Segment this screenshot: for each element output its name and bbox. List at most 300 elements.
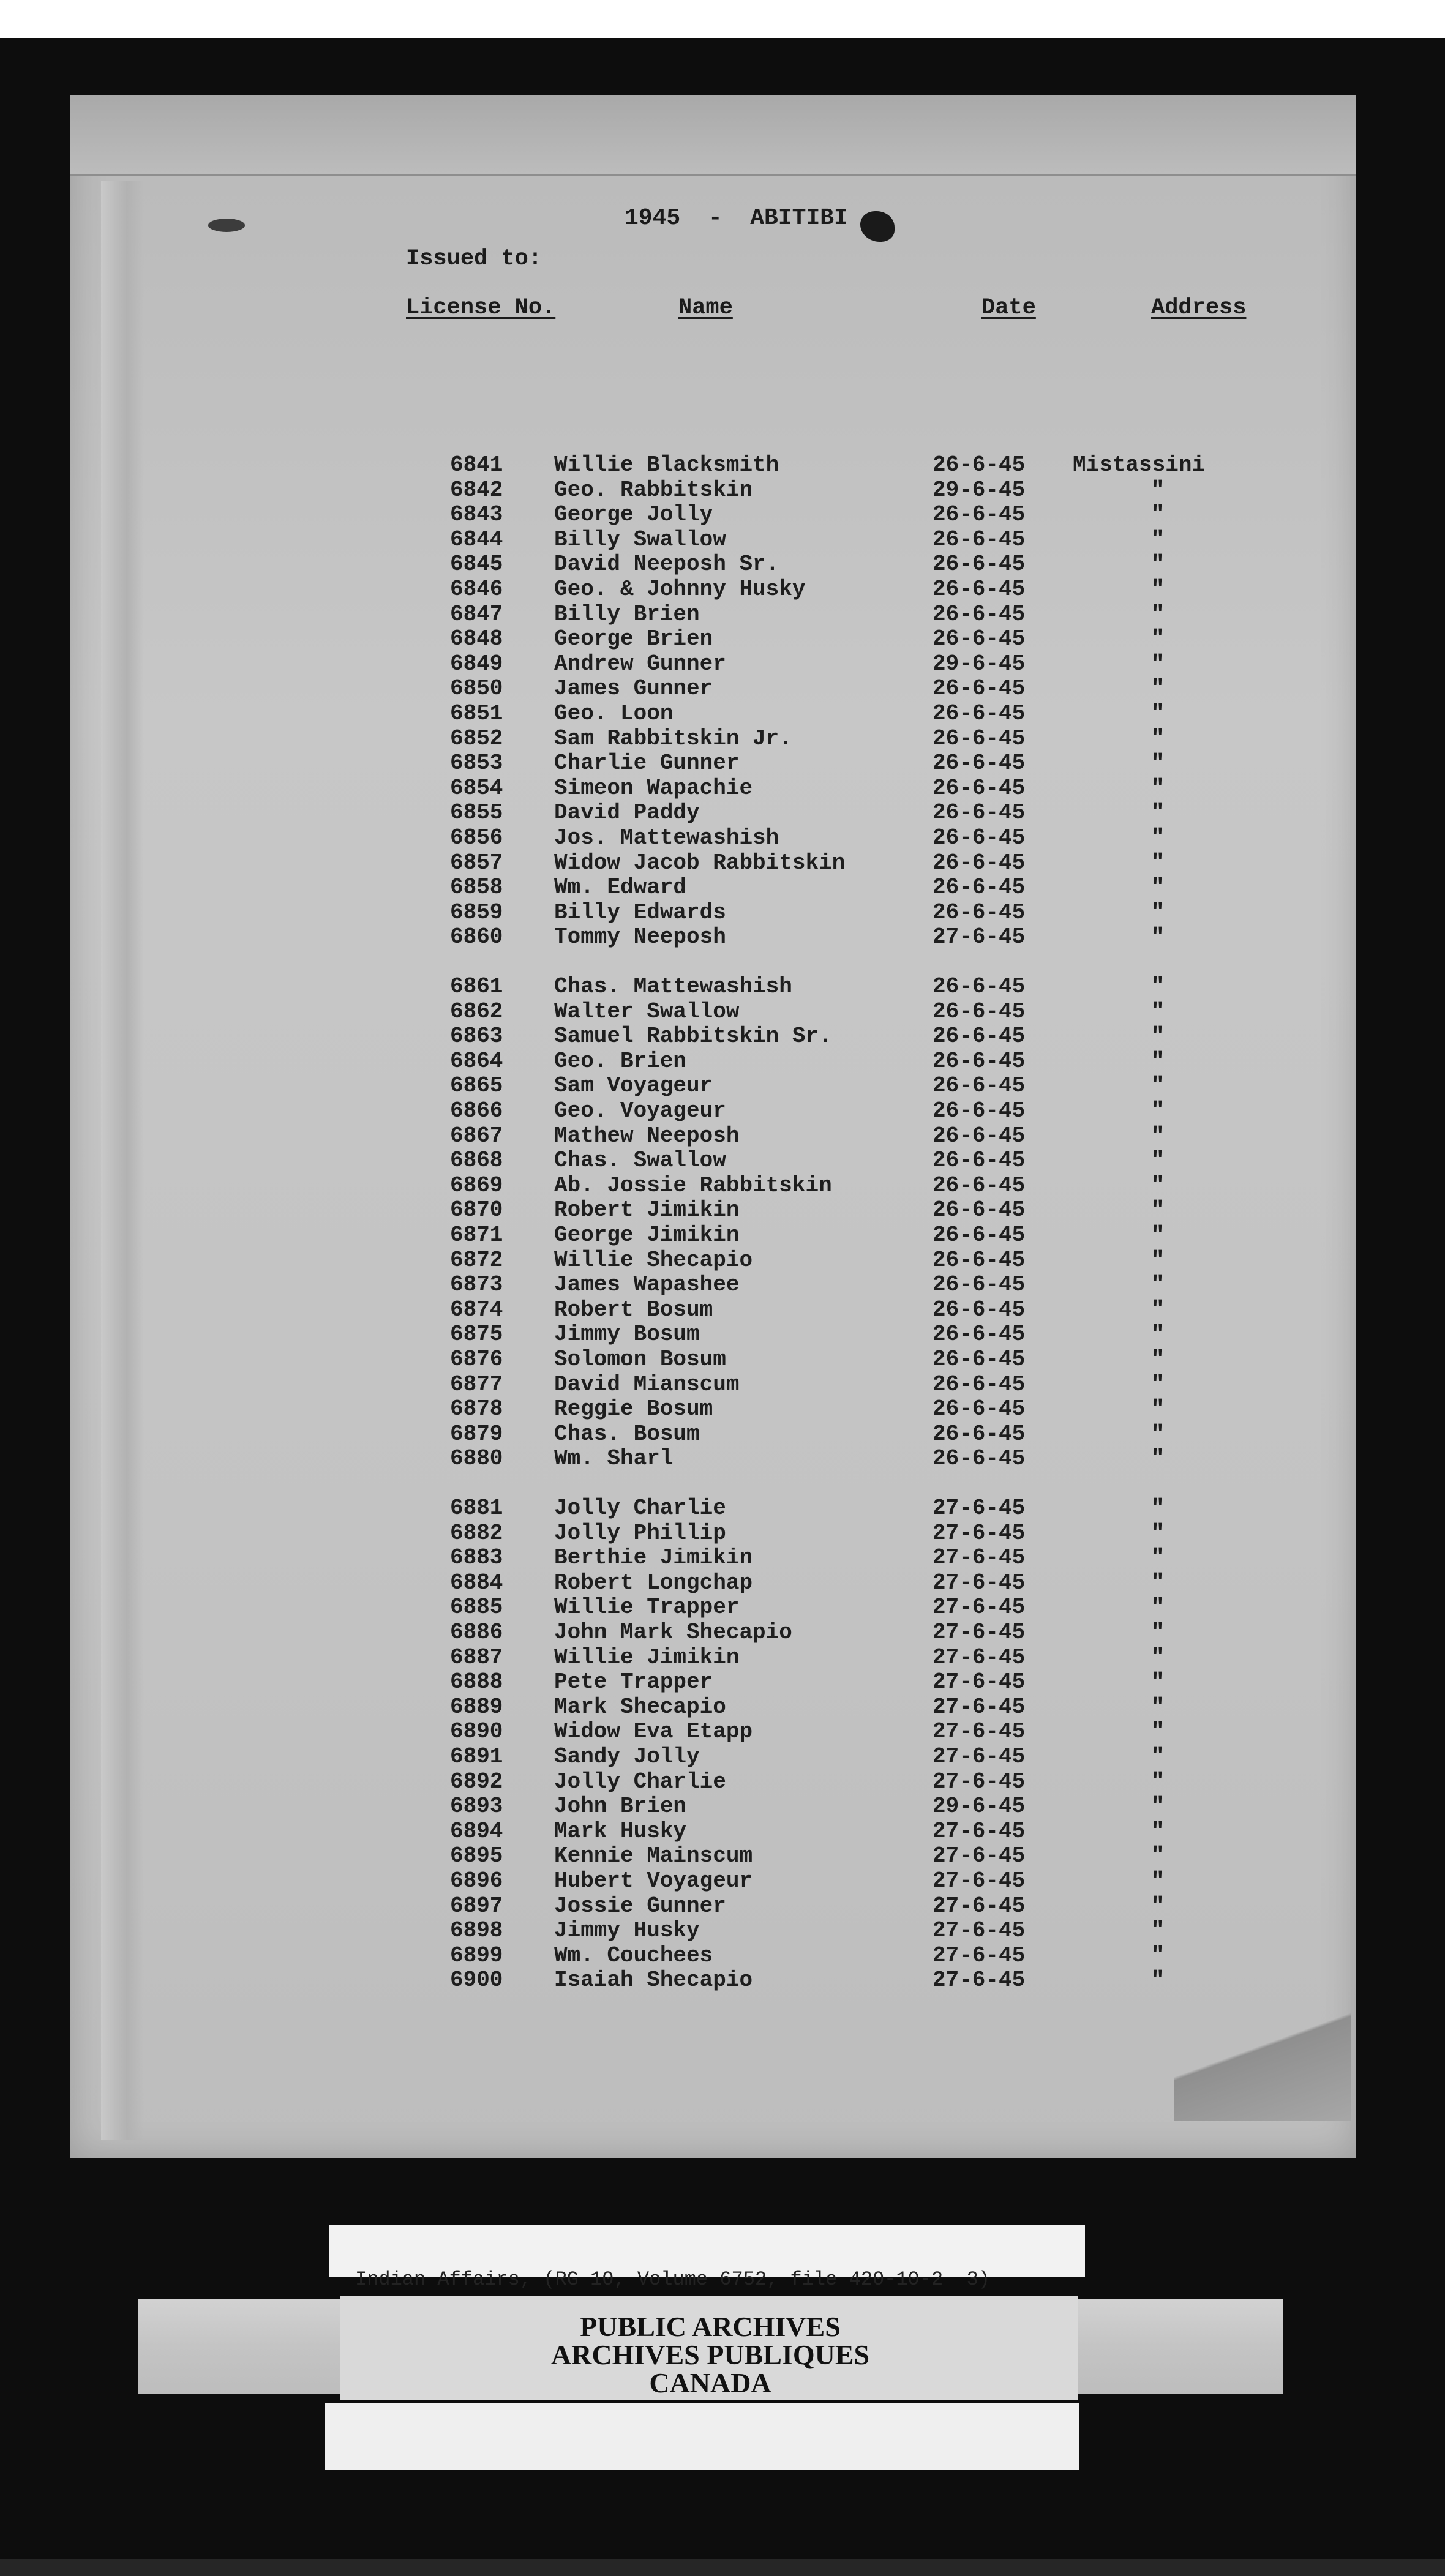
table-row	[0, 702, 1445, 726]
license-number: 6854	[450, 775, 503, 801]
table-row	[0, 1447, 1445, 1471]
license-number: 6855	[450, 800, 503, 826]
table-row	[0, 1099, 1445, 1123]
license-number: 6857	[450, 850, 503, 875]
licensee-name: Robert Longchap	[554, 1570, 753, 1595]
issue-date: 26-6-45	[933, 1073, 1026, 1099]
issue-date: 26-6-45	[933, 701, 1026, 726]
table-row	[0, 1148, 1445, 1173]
issued-to-label: Issued to:	[406, 246, 542, 272]
issue-date: 26-6-45	[933, 1272, 1026, 1298]
license-number: 6875	[450, 1322, 503, 1347]
issue-date: 27-6-45	[933, 1496, 1026, 1521]
address: "	[1151, 1843, 1165, 1869]
table-row	[0, 1223, 1445, 1248]
licensee-name: George Jolly	[554, 502, 713, 528]
licensee-name: David Paddy	[554, 800, 700, 826]
address: "	[1151, 1048, 1165, 1074]
licensee-name: Willie Trapper	[554, 1595, 740, 1620]
license-number: 6893	[450, 1794, 503, 1819]
address: "	[1151, 1123, 1165, 1148]
licensee-name: Billy Edwards	[554, 899, 726, 925]
licensee-name: Mark Shecapio	[554, 1694, 726, 1720]
license-number: 6846	[450, 577, 503, 602]
licensee-name: John Brien	[554, 1794, 687, 1819]
issue-date: 26-6-45	[933, 601, 1026, 627]
address: "	[1151, 1520, 1165, 1546]
license-number: 6887	[450, 1644, 503, 1670]
table-row	[0, 900, 1445, 925]
license-number: 6877	[450, 1371, 503, 1397]
licensee-name: Sam Rabbitskin Jr.	[554, 725, 792, 751]
table-row	[0, 528, 1445, 552]
license-number: 6885	[450, 1595, 503, 1620]
table-row	[0, 875, 1445, 900]
licensee-name: Wm. Couchees	[554, 1942, 713, 1968]
issue-date: 26-6-45	[933, 725, 1026, 751]
issue-date: 27-6-45	[933, 1968, 1026, 1993]
license-number: 6890	[450, 1719, 503, 1745]
address: "	[1151, 1098, 1165, 1123]
issue-date: 26-6-45	[933, 1172, 1026, 1198]
licensee-name: Jolly Charlie	[554, 1769, 726, 1794]
licensee-name: Charlie Gunner	[554, 751, 740, 776]
address: "	[1151, 1496, 1165, 1521]
issue-date: 26-6-45	[933, 751, 1026, 776]
license-number: 6862	[450, 998, 503, 1024]
table-row	[0, 453, 1445, 477]
license-number: 6844	[450, 526, 503, 552]
table-row	[0, 652, 1445, 676]
issue-date: 26-6-45	[933, 1024, 1026, 1049]
table-row	[0, 776, 1445, 801]
address: "	[1151, 1073, 1165, 1099]
address: "	[1151, 775, 1165, 801]
address: "	[1151, 601, 1165, 627]
table-row	[0, 1894, 1445, 1919]
address: "	[1151, 850, 1165, 875]
licensee-name: Isaiah Shecapio	[554, 1968, 753, 1993]
license-number: 6870	[450, 1197, 503, 1223]
address: "	[1151, 1868, 1165, 1893]
licensee-name: Mark Husky	[554, 1818, 687, 1844]
table-row	[0, 602, 1445, 627]
licensee-name: Geo. Loon	[554, 701, 674, 726]
licensee-name: Simeon Wapachie	[554, 775, 753, 801]
license-number: 6892	[450, 1769, 503, 1794]
address: "	[1151, 1172, 1165, 1198]
issue-date: 26-6-45	[933, 552, 1026, 577]
address: "	[1151, 875, 1165, 900]
license-number: 6841	[450, 452, 503, 477]
licensee-name: Widow Jacob Rabbitskin	[554, 850, 846, 875]
issue-date: 27-6-45	[933, 1868, 1026, 1893]
table-row	[0, 975, 1445, 999]
licensee-name: Chas. Swallow	[554, 1148, 726, 1174]
table-row	[0, 1049, 1445, 1074]
address: "	[1151, 974, 1165, 999]
license-number: 6878	[450, 1396, 503, 1422]
licensee-name: Willie Shecapio	[554, 1247, 753, 1273]
licensee-name: Chas. Bosum	[554, 1421, 700, 1447]
table-row	[0, 1571, 1445, 1595]
issue-date: 26-6-45	[933, 626, 1026, 652]
issue-date: 26-6-45	[933, 1322, 1026, 1347]
table-row	[0, 1770, 1445, 1794]
address: "	[1151, 899, 1165, 925]
issue-date: 26-6-45	[933, 1222, 1026, 1248]
issue-date: 27-6-45	[933, 1669, 1026, 1695]
license-number: 6894	[450, 1818, 503, 1844]
page-corner	[1174, 2005, 1351, 2121]
address: "	[1151, 1148, 1165, 1174]
license-number: 6849	[450, 651, 503, 676]
address: "	[1151, 1694, 1165, 1720]
licensee-name: Willie Jimikin	[554, 1644, 740, 1670]
issue-date: 26-6-45	[933, 1098, 1026, 1123]
table-row	[0, 1298, 1445, 1322]
licensee-name: Andrew Gunner	[554, 651, 726, 676]
table-row	[0, 851, 1445, 875]
address: "	[1151, 1396, 1165, 1422]
licensee-name: Geo. Rabbitskin	[554, 477, 753, 503]
address: "	[1151, 1545, 1165, 1571]
licensee-name: Robert Bosum	[554, 1297, 713, 1322]
table-row	[0, 1695, 1445, 1720]
license-number: 6896	[450, 1868, 503, 1893]
table-row	[0, 1620, 1445, 1645]
license-number: 6884	[450, 1570, 503, 1595]
archive-label-line2: ARCHIVES PUBLIQUES	[550, 2339, 870, 2370]
table-row	[0, 1794, 1445, 1819]
address: "	[1151, 1446, 1165, 1472]
licensee-name: Billy Brien	[554, 601, 700, 627]
address: "	[1151, 1421, 1165, 1447]
table-row	[0, 1174, 1445, 1198]
address: "	[1151, 701, 1165, 726]
licensee-name: James Wapashee	[554, 1272, 740, 1298]
page-fold	[70, 95, 1356, 176]
table-row	[0, 1720, 1445, 1744]
license-number: 6856	[450, 825, 503, 850]
issue-date: 26-6-45	[933, 502, 1026, 528]
license-number: 6889	[450, 1694, 503, 1720]
issue-date: 27-6-45	[933, 1769, 1026, 1794]
table-row	[0, 1074, 1445, 1098]
table-row	[0, 1422, 1445, 1447]
issue-date: 26-6-45	[933, 577, 1026, 602]
license-number: 6881	[450, 1496, 503, 1521]
table-row	[0, 1919, 1445, 1943]
table-row	[0, 1024, 1445, 1049]
address: "	[1151, 800, 1165, 826]
table-row	[0, 1869, 1445, 1893]
table-row	[0, 1595, 1445, 1620]
film-edge	[0, 2559, 1445, 2576]
address: "	[1151, 1620, 1165, 1645]
issue-date: 27-6-45	[933, 1942, 1026, 1968]
address: "	[1151, 725, 1165, 751]
table-row	[0, 751, 1445, 776]
license-number: 6897	[450, 1893, 503, 1919]
licensee-name: John Mark Shecapio	[554, 1620, 792, 1645]
issue-date: 26-6-45	[933, 1048, 1026, 1074]
table-row	[0, 1944, 1445, 1968]
licensee-name: Kennie Mainscum	[554, 1843, 753, 1869]
table-row	[0, 1670, 1445, 1694]
issue-date: 26-6-45	[933, 1421, 1026, 1447]
issue-date: 27-6-45	[933, 1595, 1026, 1620]
address: "	[1151, 477, 1165, 503]
license-number: 6876	[450, 1347, 503, 1372]
license-number: 6898	[450, 1918, 503, 1944]
header-date: Date	[981, 295, 1036, 321]
address: "	[1151, 1347, 1165, 1372]
licensee-name: Samuel Rabbitskin Sr.	[554, 1024, 832, 1049]
license-number: 6886	[450, 1620, 503, 1645]
address: "	[1151, 1818, 1165, 1844]
address: "	[1151, 1247, 1165, 1273]
issue-date: 26-6-45	[933, 1396, 1026, 1422]
address: "	[1151, 1968, 1165, 1993]
address: "	[1151, 1942, 1165, 1968]
address: "	[1151, 751, 1165, 776]
header-license: License No.	[406, 295, 556, 321]
license-number: 6851	[450, 701, 503, 726]
license-number: 6900	[450, 1968, 503, 1993]
licensee-name: Jimmy Husky	[554, 1918, 700, 1944]
issue-date: 26-6-45	[933, 676, 1026, 702]
licensee-name: Geo. Brien	[554, 1048, 687, 1074]
licensee-name: Hubert Voyageur	[554, 1868, 753, 1893]
licensee-name: Jolly Charlie	[554, 1496, 726, 1521]
address: "	[1151, 1918, 1165, 1944]
address: "	[1151, 1570, 1165, 1595]
address: Mistassini	[1073, 452, 1206, 477]
licensee-name: Jos. Mattewashish	[554, 825, 779, 850]
address: "	[1151, 1669, 1165, 1695]
issue-date: 29-6-45	[933, 477, 1026, 503]
licensee-name: George Brien	[554, 626, 713, 652]
issue-date: 26-6-45	[933, 875, 1026, 900]
issue-date: 26-6-45	[933, 850, 1026, 875]
license-number: 6842	[450, 477, 503, 503]
licensee-name: Widow Eva Etapp	[554, 1719, 753, 1745]
address: "	[1151, 577, 1165, 602]
license-number: 6852	[450, 725, 503, 751]
licensee-name: Mathew Neeposh	[554, 1123, 740, 1148]
licensee-name: Tommy Neeposh	[554, 924, 726, 950]
address: "	[1151, 1322, 1165, 1347]
license-number: 6867	[450, 1123, 503, 1148]
table-row	[0, 1496, 1445, 1521]
licensee-name: David Neeposh Sr.	[554, 552, 779, 577]
license-number: 6853	[450, 751, 503, 776]
licensee-name: Reggie Bosum	[554, 1396, 713, 1422]
address: "	[1151, 1644, 1165, 1670]
table-row	[0, 1745, 1445, 1769]
address: "	[1151, 1769, 1165, 1794]
licensee-name: Ab. Jossie Rabbitskin	[554, 1172, 832, 1198]
ink-blot	[860, 211, 895, 242]
table-row	[0, 478, 1445, 503]
address: "	[1151, 825, 1165, 850]
issue-date: 29-6-45	[933, 1794, 1026, 1819]
issue-date: 26-6-45	[933, 1446, 1026, 1472]
table-row	[0, 1322, 1445, 1347]
header-address: Address	[1151, 295, 1247, 321]
licensee-name: Wm. Sharl	[554, 1446, 674, 1472]
archive-label-line3: CANADA	[649, 2367, 771, 2398]
issue-date: 26-6-45	[933, 899, 1026, 925]
issue-date: 26-6-45	[933, 452, 1026, 477]
license-number: 6864	[450, 1048, 503, 1074]
address: "	[1151, 924, 1165, 950]
archive-label-line1: PUBLIC ARCHIVES	[580, 2311, 841, 2342]
licensee-name: Geo. Voyageur	[554, 1098, 726, 1123]
license-number: 6858	[450, 875, 503, 900]
ink-smudge	[208, 219, 245, 232]
table-row	[0, 1198, 1445, 1222]
issue-date: 27-6-45	[933, 1918, 1026, 1944]
license-number: 6883	[450, 1545, 503, 1571]
table-row	[0, 1000, 1445, 1024]
licensee-name: Geo. & Johnny Husky	[554, 577, 806, 602]
address: "	[1151, 1595, 1165, 1620]
licensee-name: Willie Blacksmith	[554, 452, 779, 477]
issue-date: 26-6-45	[933, 775, 1026, 801]
table-row	[0, 1521, 1445, 1546]
license-number: 6899	[450, 1942, 503, 1968]
licensee-name: Sam Voyageur	[554, 1073, 713, 1099]
address: "	[1151, 1371, 1165, 1397]
address: "	[1151, 1024, 1165, 1049]
address: "	[1151, 651, 1165, 676]
license-number: 6895	[450, 1843, 503, 1869]
table-row	[0, 577, 1445, 602]
licensee-name: Jolly Phillip	[554, 1520, 726, 1546]
issue-date: 26-6-45	[933, 1371, 1026, 1397]
license-number: 6873	[450, 1272, 503, 1298]
licensee-name: Sandy Jolly	[554, 1744, 700, 1769]
issue-date: 27-6-45	[933, 1570, 1026, 1595]
issue-date: 26-6-45	[933, 998, 1026, 1024]
table-row	[0, 727, 1445, 751]
license-number: 6847	[450, 601, 503, 627]
address: "	[1151, 502, 1165, 528]
lower-slip	[325, 2403, 1079, 2470]
license-number: 6861	[450, 974, 503, 999]
license-number: 6869	[450, 1172, 503, 1198]
issue-date: 26-6-45	[933, 825, 1026, 850]
license-number: 6848	[450, 626, 503, 652]
table-row	[0, 1248, 1445, 1273]
address: "	[1151, 1197, 1165, 1223]
table-row	[0, 1646, 1445, 1670]
issue-date: 27-6-45	[933, 924, 1026, 950]
license-number: 6865	[450, 1073, 503, 1099]
table-row	[0, 1124, 1445, 1148]
issue-date: 26-6-45	[933, 800, 1026, 826]
license-number: 6871	[450, 1222, 503, 1248]
licensee-name: Jossie Gunner	[554, 1893, 726, 1919]
licensee-name: George Jimikin	[554, 1222, 740, 1248]
licensee-name: Jimmy Bosum	[554, 1322, 700, 1347]
license-number: 6850	[450, 676, 503, 702]
table-row	[0, 503, 1445, 527]
table-row	[0, 1546, 1445, 1570]
table-row	[0, 801, 1445, 825]
licensee-name: Wm. Edward	[554, 875, 687, 900]
address: "	[1151, 1222, 1165, 1248]
issue-date: 27-6-45	[933, 1843, 1026, 1869]
licensee-name: Solomon Bosum	[554, 1347, 726, 1372]
issue-date: 27-6-45	[933, 1744, 1026, 1769]
address: "	[1151, 998, 1165, 1024]
issue-date: 26-6-45	[933, 1197, 1026, 1223]
licensee-name: James Gunner	[554, 676, 713, 702]
issue-date: 27-6-45	[933, 1719, 1026, 1745]
licensee-name: Robert Jimikin	[554, 1197, 740, 1223]
licensee-name: Pete Trapper	[554, 1669, 713, 1695]
license-number: 6845	[450, 552, 503, 577]
licensee-name: Berthie Jimikin	[554, 1545, 753, 1571]
table-row	[0, 676, 1445, 701]
issue-date: 27-6-45	[933, 1520, 1026, 1546]
table-row	[0, 1819, 1445, 1844]
table-row	[0, 1372, 1445, 1397]
table-row	[0, 552, 1445, 577]
address: "	[1151, 1893, 1165, 1919]
licensee-name: Billy Swallow	[554, 526, 726, 552]
issue-date: 26-6-45	[933, 526, 1026, 552]
issue-date: 29-6-45	[933, 651, 1026, 676]
header-name: Name	[678, 295, 733, 321]
license-number: 6859	[450, 899, 503, 925]
address: "	[1151, 552, 1165, 577]
table-row	[0, 826, 1445, 850]
table-row	[0, 1968, 1445, 1993]
issue-date: 27-6-45	[933, 1893, 1026, 1919]
license-number: 6874	[450, 1297, 503, 1322]
license-number: 6888	[450, 1669, 503, 1695]
issue-date: 26-6-45	[933, 974, 1026, 999]
address: "	[1151, 676, 1165, 702]
issue-date: 27-6-45	[933, 1620, 1026, 1645]
issue-date: 27-6-45	[933, 1818, 1026, 1844]
licensee-name: David Mianscum	[554, 1371, 740, 1397]
table-row	[0, 1844, 1445, 1868]
address: "	[1151, 626, 1165, 652]
address: "	[1151, 1272, 1165, 1298]
page-title: 1945 - ABITIBI	[625, 205, 848, 231]
license-number: 6879	[450, 1421, 503, 1447]
licensee-name: Walter Swallow	[554, 998, 740, 1024]
issue-date: 26-6-45	[933, 1297, 1026, 1322]
license-number: 6863	[450, 1024, 503, 1049]
license-number: 6891	[450, 1744, 503, 1769]
license-number: 6872	[450, 1247, 503, 1273]
issue-date: 27-6-45	[933, 1694, 1026, 1720]
issue-date: 27-6-45	[933, 1545, 1026, 1571]
address: "	[1151, 526, 1165, 552]
license-number: 6866	[450, 1098, 503, 1123]
address: "	[1151, 1794, 1165, 1819]
address: "	[1151, 1719, 1165, 1745]
table-row	[0, 1273, 1445, 1297]
license-number: 6868	[450, 1148, 503, 1174]
table-row	[0, 1397, 1445, 1421]
